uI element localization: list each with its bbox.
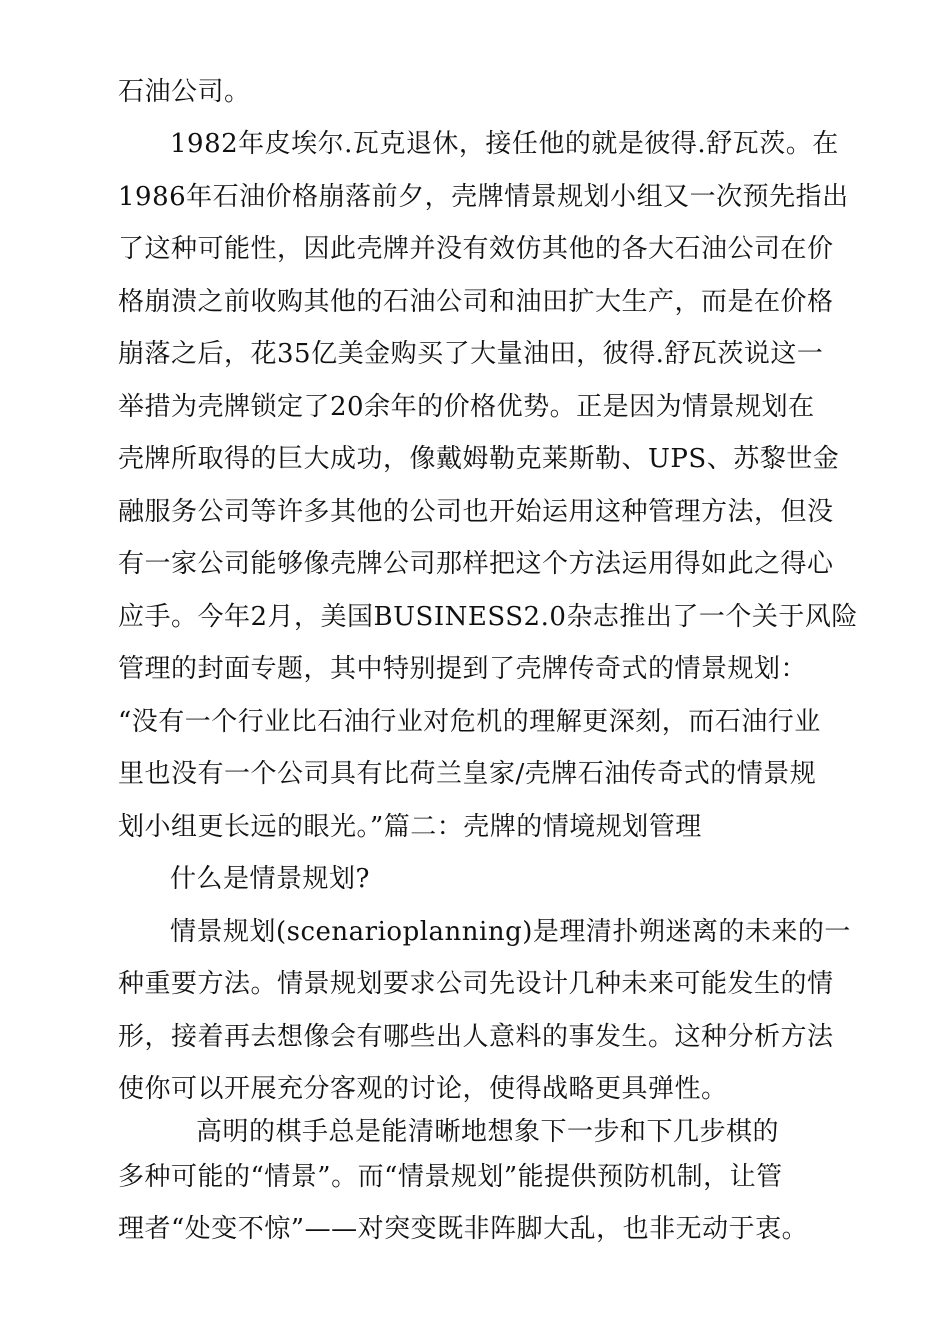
text-line-15: 划小组更长远的眼光。”篇二：壳牌的情境规划管理 — [118, 812, 702, 842]
text-line-2: 1982年皮埃尔.瓦克退休，接任他的就是彼得.舒瓦茨。在 — [170, 129, 839, 159]
text-line-8: 壳牌所取得的巨大成功，像戴姆勒克莱斯勒、UPS、苏黎世金 — [118, 444, 840, 474]
text-line-22: 多种可能的“情景”。而“情景规划”能提供预防机制，让管 — [118, 1162, 783, 1192]
text-line-12: 管理的封面专题，其中特别提到了壳牌传奇式的情景规划： — [118, 654, 808, 684]
text-line-7: 举措为壳牌锁定了20余年的价格优势。正是因为情景规划在 — [118, 392, 815, 422]
text-line-19: 形，接着再去想像会有哪些出人意料的事发生。这种分析方法 — [118, 1022, 834, 1052]
text-line-20: 使你可以开展充分客观的讨论，使得战略更具弹性。 — [118, 1074, 728, 1104]
text-line-3: 1986年石油价格崩落前夕，壳牌情景规划小组又一次预先指出 — [118, 182, 849, 212]
text-line-6: 崩落之后，花35亿美金购买了大量油田，彼得.舒瓦茨说这一 — [118, 339, 824, 369]
text-line-14: 里也没有一个公司具有比荷兰皇家/壳牌石油传奇式的情景规 — [118, 759, 817, 789]
text-line-5: 格崩溃之前收购其他的石油公司和油田扩大生产，而是在价格 — [118, 287, 834, 317]
text-line-18: 种重要方法。情景规划要求公司先设计几种未来可能发生的情 — [118, 969, 834, 999]
text-line-1: 石油公司。 — [118, 77, 251, 107]
text-line-17: 情景规划(scenarioplanning)是理清扑朔迷离的未来的一 — [170, 917, 851, 947]
text-line-16: 什么是情景规划? — [170, 864, 370, 894]
text-line-21: 高明的棋手总是能清晰地想象下一步和下几步棋的 — [196, 1117, 780, 1147]
text-line-10: 有一家公司能够像壳牌公司那样把这个方法运用得如此之得心 — [118, 549, 834, 579]
text-line-13: “没有一个行业比石油行业对危机的理解更深刻，而石油行业 — [118, 707, 821, 737]
text-line-11: 应手。今年2月，美国BUSINESS2.0杂志推出了一个关于风险 — [118, 602, 858, 632]
text-line-23: 理者“处变不惊”——对突变既非阵脚大乱，也非无动于衷。 — [118, 1214, 809, 1244]
text-line-9: 融服务公司等许多其他的公司也开始运用这种管理方法，但没 — [118, 497, 834, 527]
text-line-4: 了这种可能性，因此壳牌并没有效仿其他的各大石油公司在价 — [118, 234, 834, 264]
